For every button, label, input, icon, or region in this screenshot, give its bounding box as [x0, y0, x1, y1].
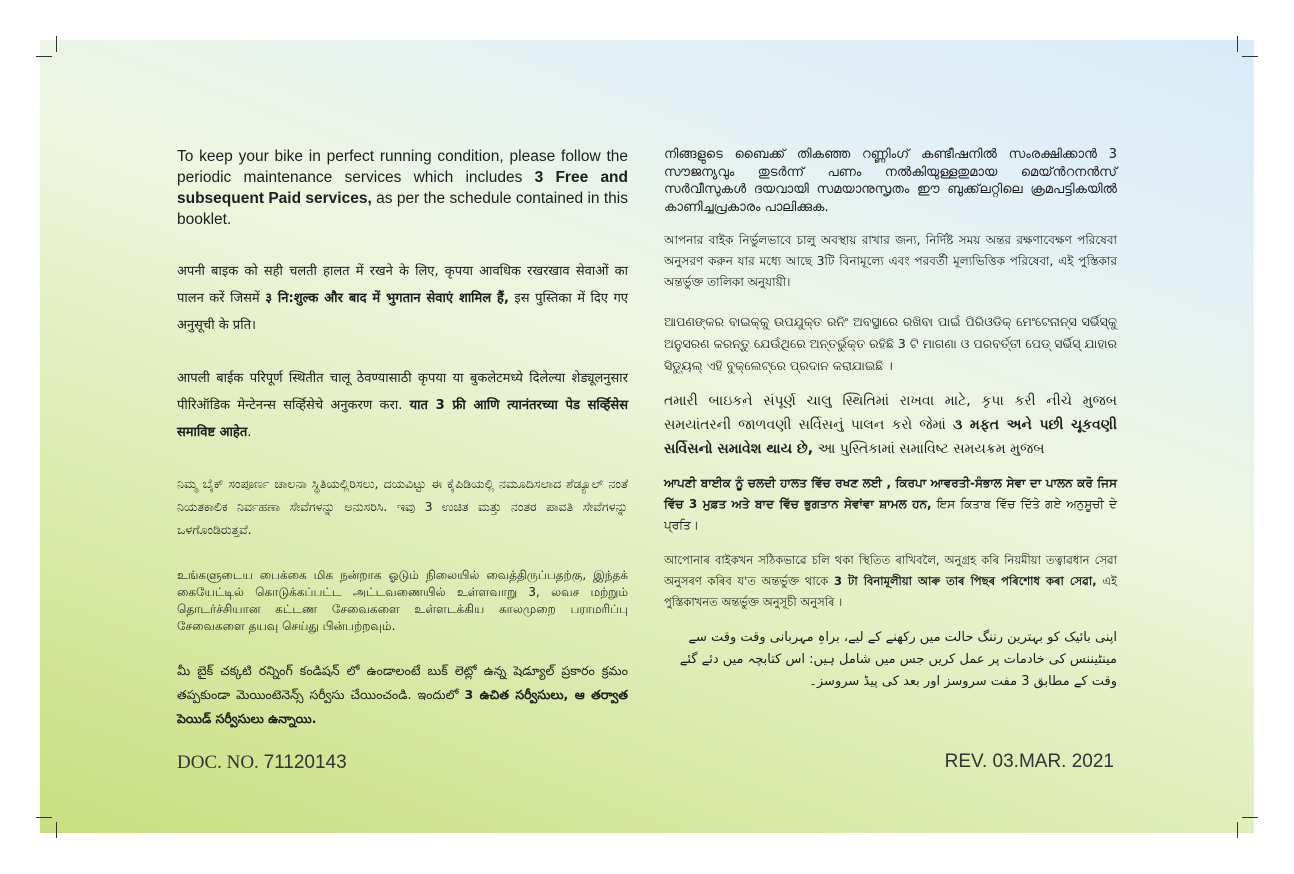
marathi-paragraph: आपली बाईक परिपूर्ण स्थितीत चालू ठेवण्यासाठी कृपया या बुकलेटमध्ये दिलेल्या शेड्यूलनुसार पीरिऑडिक मेन्टेनन्स सर्व्हिसेचे अनुकरण करा. यात 3 फ्री आणि त्यानंतरच्या पेड सर्व्हिसेस समाविष्ट आहेत. — [177, 371, 628, 440]
telugu-paragraph: మీ బైక్ చక్కటి రన్నింగ్ కండిషన్ లో ఉండాలంటే బుక్ లెట్లో ఉన్న షెడ్యూల్ ప్రకారం క్రమం తప్పకుండా మెయింటెనెన్స్ సర్వీసు చేయించండి. ఇందులో 3 ఉచిత సర్వీసులు, ఆ తర్వాత పెయిడ్ సర్వీసులు ఉన్నాయి. — [177, 663, 628, 726]
hindi-paragraph: अपनी बाइक को सही चलती हालत में रखने के लिए, कृपया आवधिक रखरखाव सेवाओं का पालन करें जिसमें ३ नि:शुल्क और बाद में भुगतान सेवाएं शामिल हैं, इस पुस्तिका में दिए गए अनुसूची के प्रति। — [177, 264, 628, 333]
left-column — [177, 146, 628, 731]
crop-mark — [56, 36, 57, 52]
revision-date: REV. 03.MAR. 2021 — [944, 751, 1114, 772]
crop-mark — [1242, 56, 1258, 57]
crop-mark — [56, 822, 57, 838]
tamil-paragraph: உங்களுடைய பைக்கை மிக நன்றாக ஓடும் நிலையில் வைத்திருப்பதற்கு, இந்தக் கையேட்டில் கொடுக்கப்பட்ட அட்டவணையில் உள்ளவாறு 3, லவச மற்றும் தொடர்ச்சியான கட்டண சேவைகளை உள்ளடக்கிய காலமுறை பராமரிப்பு சேவைகளை தயவு செய்து பின்பற்றவும். — [177, 568, 628, 633]
right-column — [664, 146, 1117, 693]
odia-paragraph: ଆପଣଙ୍କର ବାଇକ୍‌କୁ ଉପଯୁକ୍ତ ରନିଂ ଅବସ୍ଥାରେ ରଖିବା ପାଇଁ ପିରିଓଡିକ୍ ମେଂଟେନାନ୍ସ ସର୍ଭିସ୍‌କୁ ଅନୁସରଣ କରନ୍ତୁ ଯେଉଁଥିରେ ଅନ୍ତର୍ଭୁକ୍ତ ରହିଛି 3 ଟି ମାଗଣା ଓ ପରବର୍ତ୍ତୀ ପେଡ୍ ସର୍ଭିସ୍ ଯାହାର ସିଡ୍ୟୁଲ୍ ଏହି ବୁକ୍‌ଲେଟ୍‌ରେ ପ୍ରଦାନ କରାଯାଇଛି । — [664, 314, 1117, 373]
crop-mark — [1237, 36, 1238, 52]
kannada-paragraph: ನಿಮ್ಮ ಬೈಕ್ ಸಂಪೂರ್ಣ ಚಾಲನಾ ಸ್ಥಿತಿಯಲ್ಲಿರಿಸಲು, ದಯವಿಟ್ಟು ಈ ಕೈಪಿಡಿಯಲ್ಲಿ ನಮೂದಿಸಲಾದ ಶೆಡ್ಯೂಲ್ ನಂತೆ ನಿಯತಕಾಲಿಕ ನಿರ್ವಹಣಾ ಸೇವೆಗಳನ್ನು ಅನುಸರಿಸಿ. ಇವು 3 ಉಚಿತ ಮತ್ತು ನಂತರ ಪಾವತಿ ಸೇವೆಗಳನ್ನು ಒಳಗೊಂಡಿರುತ್ತವೆ. — [177, 476, 628, 537]
english-paragraph: To keep your bike in perfect running condition, please follow the periodic maintenance services which includes 3 Free and subsequent Paid services, as per the schedule contained in this booklet. — [177, 148, 628, 228]
crop-mark — [1237, 822, 1238, 838]
bengali-paragraph: আপনার বাইক নির্ভুলভাবে চালু অবস্থায় রাখার জন্য, নির্দিষ্ট সময় অন্তর রক্ষণাবেক্ষণ পরিষেবা অনুসরণ করুন যার মধ্যে আছে 3টি বিনামূল্যে এবং পরবর্তী মূল্যভিত্তিক পরিষেবা, এই পুস্তিকার অন্তর্ভুক্ত তালিকা অনুযায়ী। — [664, 233, 1117, 289]
crop-mark — [1242, 817, 1258, 818]
crop-mark — [36, 817, 52, 818]
urdu-paragraph: اپنی بائیک کو بہترین رننگ حالت میں رکھنے کے لیے، براہِ مہربانی وقت وقت سے مینٹیننس کی خادمات پر عمل کریں جس میں شامل ہیں: اس کتابچہ میں دئے گئے وقت کے مطابق 3 مفت سروسز اور بعد کی پیڈ سروسز۔ — [679, 630, 1117, 689]
crop-mark — [36, 56, 52, 57]
document-number: DOC. NO. 71120143 — [177, 752, 347, 773]
malayalam-paragraph: നിങ്ങളുടെ ബൈക്ക് തികഞ്ഞ റണ്ണിംഗ് കണ്ടീഷനില്‍ സംരക്ഷിക്കാന്‍ 3 സൗജന്യവും തുടര്‍ന്ന് പണം നല്‍കിയുള്ളതുമായ മെയ്ന്‍റനന്‍സ് സര്‍വീസുകള്‍ ദയവായി സമയാനുസൃതം ഈ ബുക്ക്‌ലറ്റിലെ ക്രമപട്ടികയില്‍ കാണിച്ചപ്രകാരം പാലിക്കുക. — [664, 147, 1117, 215]
gujarati-paragraph: તમારી બાઇકને સંપૂર્ણ ચાલુ સ્થિતિમાં રાખવા માટે, કૃપા કરી નીચે મુજબ સમયાંતરની જાળવણી સર્વિસનું પાલન કરો જેમાં ૩ મફત અને પછી ચૂકવણી સર્વિસનો સમાવેશ થાય છે, આ પુસ્તિકામાં સમાવિષ્ટ સમયક્રમ મુજબ — [664, 393, 1117, 457]
punjabi-paragraph: ਆਪਣੀ ਬਾਈਕ ਨੂੰ ਚਲਦੀ ਹਾਲਤ ਵਿੱਚ ਰਖਣ ਲਈ , ਕਿਰਪਾ ਆਵਰਤੀ-ਸੰਭਾਲ ਸੇਵਾ ਦਾ ਪਾਲਨ ਕਰੋ ਜਿਸ ਵਿੱਚ 3 ਮੁਫ਼ਤ ਅਤੇ ਬਾਦ ਵਿੱਚ ਭੁਗਤਾਨ ਸੇਵਾਂਵਾ ਸ਼ਾਮਲ ਹਨ, ਇਸ ਕਿਤਾਬ ਵਿੱਚ ਦਿੱਤੇ ਗਏ ਅਨੁਸੂਚੀ ਦੇ ਪ੍ਰਤਿ। — [664, 476, 1118, 532]
assamese-paragraph: আপোনাৰ বাইকখন সঠিকভাৱে চলি থকা স্থিতিত ৰাখিবলৈ, অনুগ্ৰহ কৰি নিয়মীয়া তত্বাৱধান সেৱা অনুসৰণ কৰিব য'ত অন্তৰ্ভুক্ত থাকে 3 টা বিনামূলীয়া আৰু তাৰ পিছৰ পৰিশোধ কৰা সেৱা, এই পুস্তিকাখনত অন্তৰ্ভুক্ত অনুসূচী অনুসৰি । — [664, 553, 1117, 609]
